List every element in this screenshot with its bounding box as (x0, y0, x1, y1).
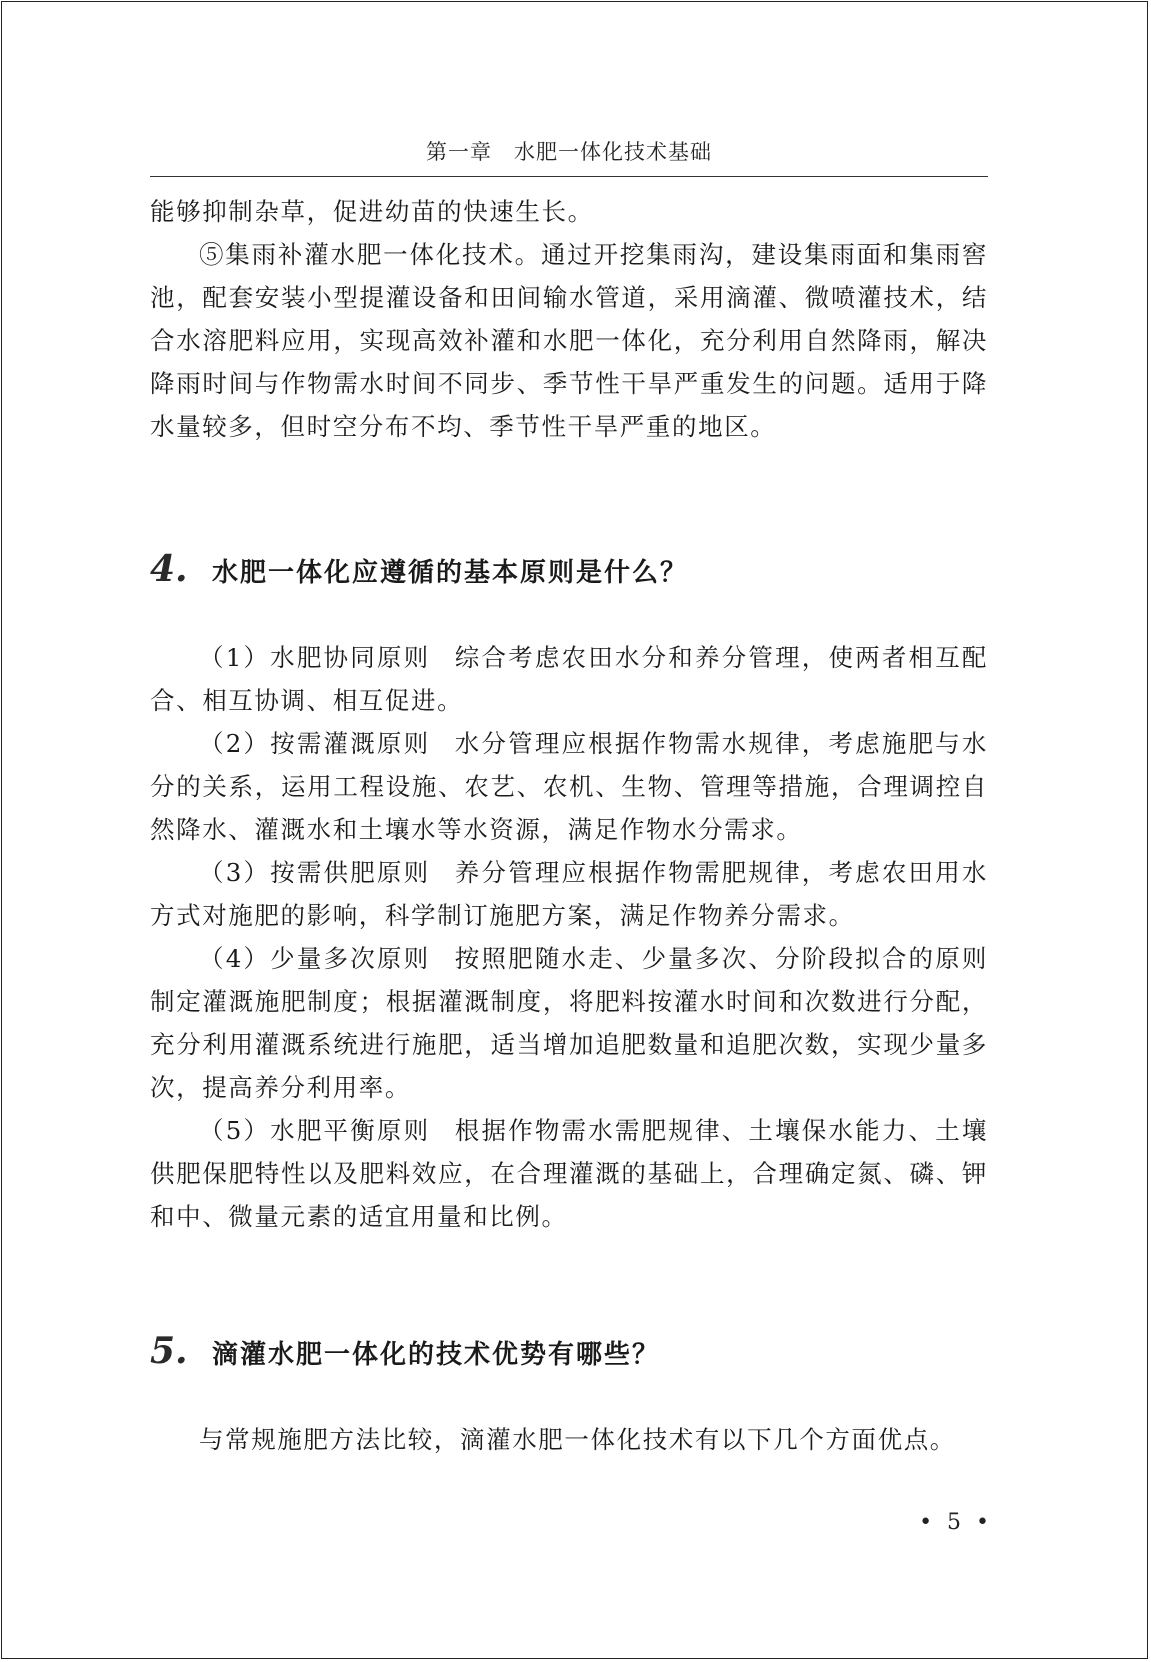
question-title: 水肥一体化应遵循的基本原则是什么？ (212, 558, 689, 588)
principle-term: （3）按需供肥原则 (199, 858, 431, 887)
running-head: 第一章 水肥一体化技术基础 (426, 140, 712, 164)
principle-paragraph (150, 1109, 988, 1238)
paragraph: ⑤集雨补灌水肥一体化技术。通过开挖集雨沟，建设集雨面和集雨窖池，配套安装小型提灌设备和田间输水管道，采用滴灌、微喷灌技术，结合水溶肥料应用，实现高效补灌和水肥一体化，充分利用自然降雨，解决降雨时间与作物需水时间不同步、季节性干旱严重发生的问题。适用于降水量较多，但时空分布不均、季节性干旱严重的地区。 (150, 240, 988, 441)
question-number: 5. (150, 1330, 188, 1372)
principle-term: （2）按需灌溉原则 (199, 729, 431, 758)
question-title: 滴灌水肥一体化的技术优势有哪些？ (212, 1340, 661, 1370)
page-number: • 5 • (919, 1510, 993, 1535)
paragraph: 能够抑制杂草，促进幼苗的快速生长。 (150, 197, 594, 226)
principle-paragraph (150, 722, 988, 851)
principle-paragraph (150, 851, 988, 937)
question-number: 4. (150, 548, 188, 590)
principle-term: （5）水肥平衡原则 (199, 1116, 431, 1145)
question-4-principles (150, 636, 988, 1238)
principle-text: 按照肥随水走、少量多次、分阶段拟合的原则制定灌溉施肥制度；根据灌溉制度，将肥料按灌水时间和次数进行分配，充分利用灌溉系统进行施肥，适当增加追肥数量和追肥次数，实现少量多次，提高养分利用率。 (150, 944, 988, 1102)
principle-text: 根据作物需水需肥规律、土壤保水能力、土壤供肥保肥特性以及肥料效应，在合理灌溉的基础上，合理确定氮、磷、钾和中、微量元素的适宜用量和比例。 (150, 1116, 988, 1231)
principle-text: 养分管理应根据作物需肥规律，考虑农田用水方式对施肥的影响，科学制订施肥方案，满足作物养分需求。 (150, 858, 988, 930)
paragraph: 与常规施肥方法比较，滴灌水肥一体化技术有以下几个方面优点。 (199, 1425, 956, 1454)
principle-paragraph (150, 636, 988, 722)
principle-text: 水分管理应根据作物需水规律，考虑施肥与水分的关系，运用工程设施、农艺、农机、生物、管理等措施，合理调控自然降水、灌溉水和土壤水等水资源，满足作物水分需求。 (150, 729, 988, 844)
section-top-text (150, 190, 988, 448)
principle-term: （4）少量多次原则 (199, 944, 431, 973)
header-rule (150, 176, 988, 177)
principle-paragraph (150, 937, 988, 1109)
question-5-intro (150, 1418, 988, 1461)
principle-text: 综合考虑农田水分和养分管理，使两者相互配合、相互协调、相互促进。 (150, 643, 988, 715)
question-4-heading (150, 548, 988, 590)
principle-term: （1）水肥协同原则 (199, 643, 431, 672)
question-5-heading (150, 1330, 988, 1372)
